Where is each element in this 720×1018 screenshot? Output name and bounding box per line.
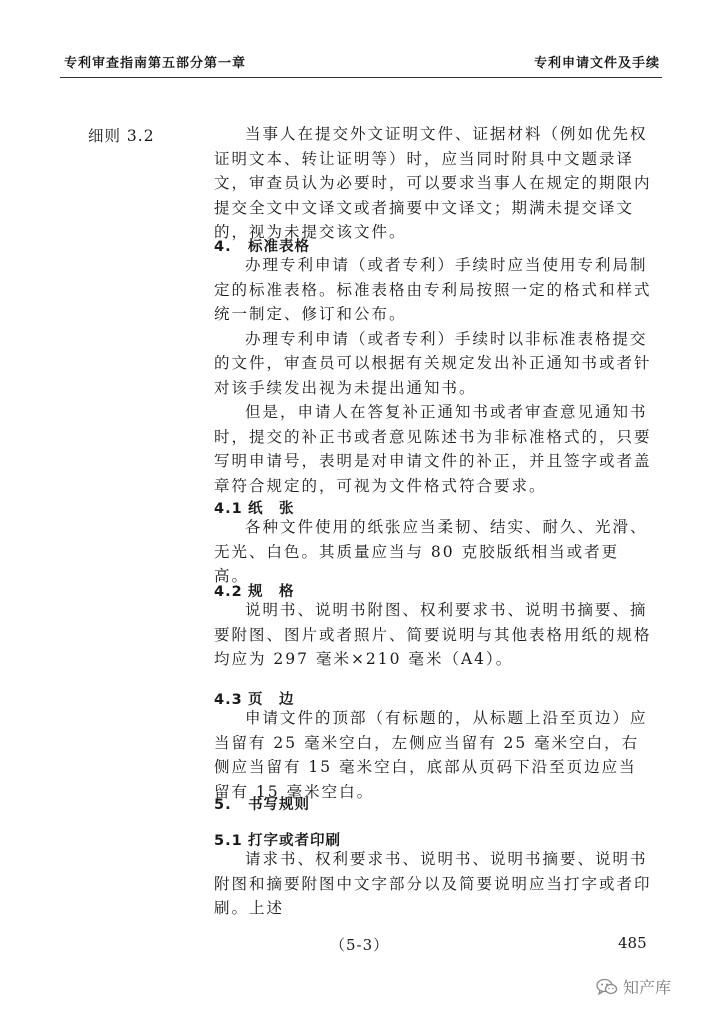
section-title: 纸 张 [248, 501, 295, 517]
section-number: 4.2 [214, 584, 243, 600]
header-section-title: 专利申请文件及手续 [533, 56, 660, 71]
rule-label: 细则 3.2 [88, 127, 155, 145]
section-number: 4. [214, 239, 232, 255]
section-4-1-body [214, 515, 654, 589]
section-title: 页 边 [248, 692, 295, 708]
section-title: 规 格 [248, 584, 295, 600]
section-title: 打字或者印刷 [248, 833, 341, 849]
header-divider [60, 77, 662, 78]
page-label: （5-3） [330, 936, 390, 954]
section-4-3-body [214, 706, 654, 804]
section-number: 4.3 [214, 692, 243, 708]
section-4-body [214, 253, 654, 498]
paragraph: 说明书、说明书附图、权利要求书、说明书摘要、摘要附图、图片或者照片、简要说明与其他表格用纸的规格均应为 297 毫米×210 毫米（A4）。 [214, 601, 652, 668]
paragraph: 申请文件的顶部（有标题的，从标题上沿至页边）应当留有 25 毫米空白，左侧应当留有 25 毫米空白，右侧应当留有 15 毫米空白，底部从页码下沿至页边应当留有 15 毫米空白。 [214, 709, 648, 801]
section-number: 4.1 [214, 501, 243, 517]
paragraph: 请求书、权利要求书、说明书、说明书摘要、说明书附图和摘要附图中文字部分以及简要说明应当打字或者印刷。上述 [214, 850, 652, 917]
section-5-1-body [214, 847, 654, 921]
header-chapter-title: 专利审查指南第五部分第一章 [64, 56, 247, 71]
section-number: 5.1 [214, 833, 243, 849]
paragraph: 但是，申请人在答复补正通知书或者审查意见通知书时，提交的补正书或者意见陈述书为非标准格式的，只要写明申请号，表明是对申请文件的补正，并且签字或者盖章符合规定的，可视为文件格式符合要求。 [214, 403, 652, 495]
section-4-2-body [214, 598, 654, 672]
rule-paragraph: 当事人在提交外文证明文件、证据材料（例如优先权证明文本、转让证明等）时，应当同时附具中文题录译文，审查员认为必要时，可以要求当事人在规定的期限内提交全文中文译文或者摘要中文译文；期满未提交译文的，视为未提交该文件。 [214, 125, 652, 241]
section-title: 书写规则 [248, 797, 310, 813]
paragraph: 办理专利申请（或者专利）手续时应当使用专利局制定的标准表格。标准表格由专利局按照一定的格式和样式统一制定、修订和公布。 [214, 256, 652, 323]
rule-text-block [214, 122, 654, 245]
paragraph: 办理专利申请（或者专利）手续时以非标准表格提交的文件，审查员可以根据有关规定发出补正通知书或者针对该手续发出视为未提出通知书。 [214, 329, 652, 397]
section-title: 标准表格 [248, 239, 310, 255]
wechat-icon [596, 978, 618, 996]
section-5-heading [214, 793, 310, 814]
paragraph: 各种文件使用的纸张应当柔韧、结实、耐久、光滑、无光、白色。其质量应当与 80 克胶版纸相当或者更高。 [214, 518, 648, 585]
page-number: 485 [618, 934, 647, 952]
section-number: 5. [214, 797, 232, 813]
watermark-text: 知产库 [623, 978, 672, 997]
watermark [596, 975, 671, 998]
